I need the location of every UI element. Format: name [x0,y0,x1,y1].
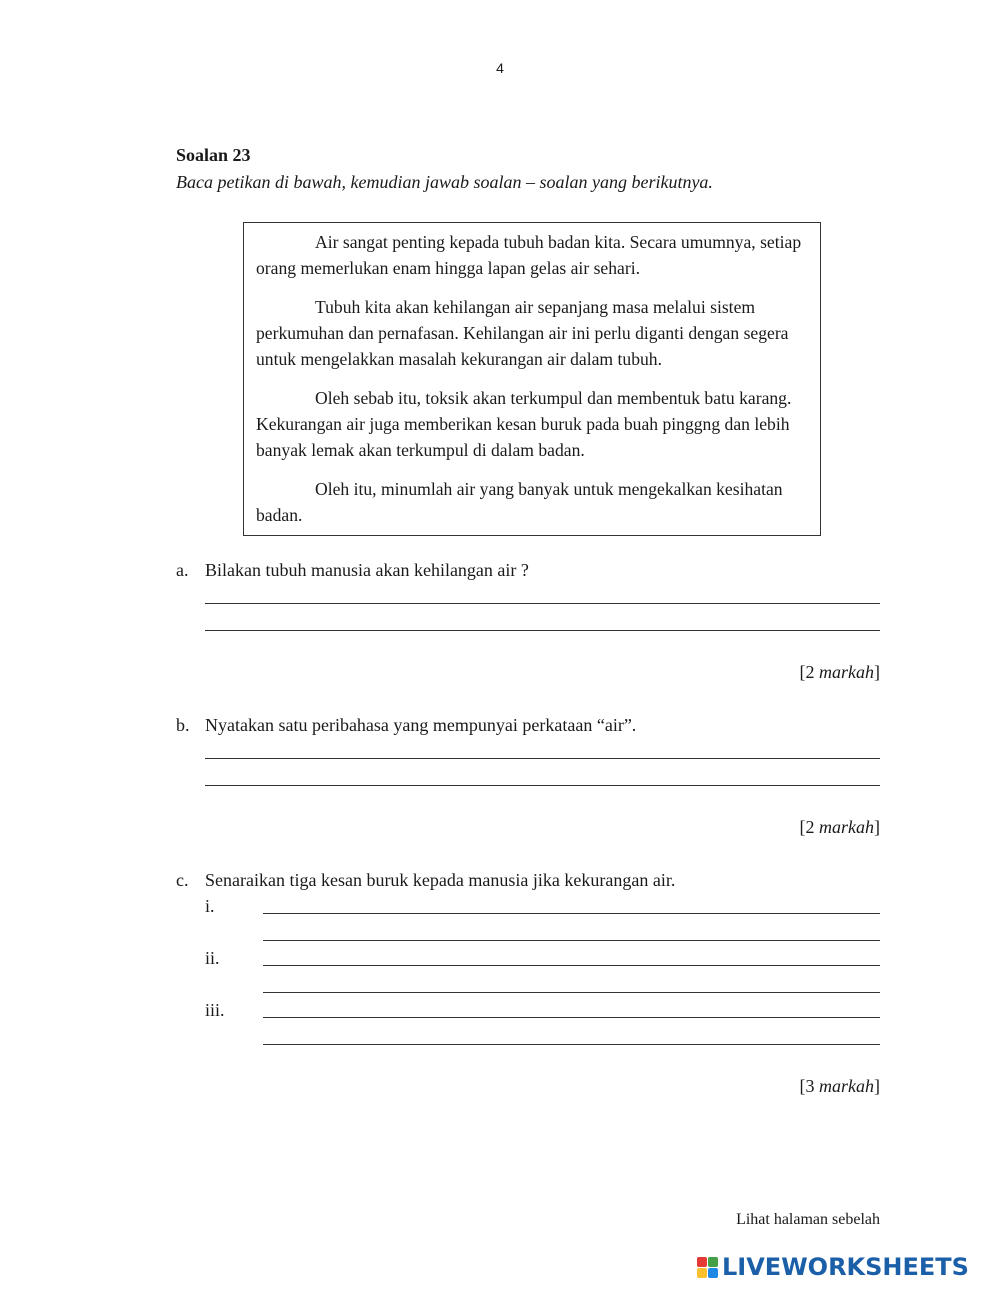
logo-block-2 [708,1257,718,1267]
item-iii-label: iii. [205,1000,225,1020]
logo-blocks-icon [697,1257,718,1278]
next-page-note: Lihat halaman sebelah [736,1211,880,1228]
part-a-question: Bilakan tubuh manusia akan kehilangan air ? [205,560,529,580]
marks-a-word: markah [819,662,874,682]
liveworksheets-logo [697,1253,969,1281]
answer-line-c-i-2[interactable] [263,940,880,941]
logo-block-4 [708,1268,718,1278]
item-i-label: i. [205,896,215,916]
answer-line-b2[interactable] [205,785,880,786]
marks-a-number: 2 [805,662,815,682]
part-a-label: a. [176,560,189,580]
reading-passage [243,222,821,536]
answer-line-c-iii-2[interactable] [263,1044,880,1045]
passage-paragraph: Tubuh kita akan kehilangan air sepanjang masa melalui sistem perkumuhan dan pernafasan. Kehilangan air ini perlu diganti dengan segera untuk mengelakkan masalah kekurangan air dalam tubuh. [256,297,789,369]
question-title: Soalan 23 [176,145,251,165]
marks-a: [2 markah] [799,662,880,682]
part-c-label: c. [176,870,189,890]
answer-line-c-iii-1[interactable] [263,1017,880,1018]
question-instruction: Baca petikan di bawah, kemudian jawab soalan – soalan yang berikutnya. [176,172,713,192]
logo-block-3 [697,1268,707,1278]
logo-block-1 [697,1257,707,1267]
part-c-question: Senaraikan tiga kesan buruk kepada manusia jika kekurangan air. [205,870,676,890]
marks-b-number: 2 [805,817,815,837]
marks-b-word: markah [819,817,874,837]
part-b-question: Nyatakan satu peribahasa yang mempunyai perkataan “air”. [205,715,637,735]
answer-line-a2[interactable] [205,630,880,631]
answer-line-c-ii-1[interactable] [263,965,880,966]
passage-paragraph: Oleh itu, minumlah air yang banyak untuk mengekalkan kesihatan badan. [256,479,783,525]
marks-c-word: markah [819,1076,874,1096]
passage-paragraph: Air sangat penting kepada tubuh badan kita. Secara umumnya, setiap orang memerlukan enam hingga lapan gelas air sehari. [256,232,802,278]
answer-line-b1[interactable] [205,758,880,759]
answer-line-c-i-1[interactable] [263,913,880,914]
item-ii-label: ii. [205,948,220,968]
marks-c: [3 markah] [799,1076,880,1096]
part-b-label: b. [176,715,190,735]
page-number: 4 [496,60,504,76]
marks-b: [2 markah] [799,817,880,837]
passage-paragraph: Oleh sebab itu, toksik akan terkumpul dan membentuk batu karang. Kekurangan air juga memberikan kesan buruk pada buah pinggng dan lebih banyak lemak akan terkumpul di dalam badan. [256,388,792,460]
marks-c-number: 3 [805,1076,815,1096]
answer-line-a1[interactable] [205,603,880,604]
logo-wordmark: LIVEWORKSHEETS [722,1253,969,1281]
answer-line-c-ii-2[interactable] [263,992,880,993]
